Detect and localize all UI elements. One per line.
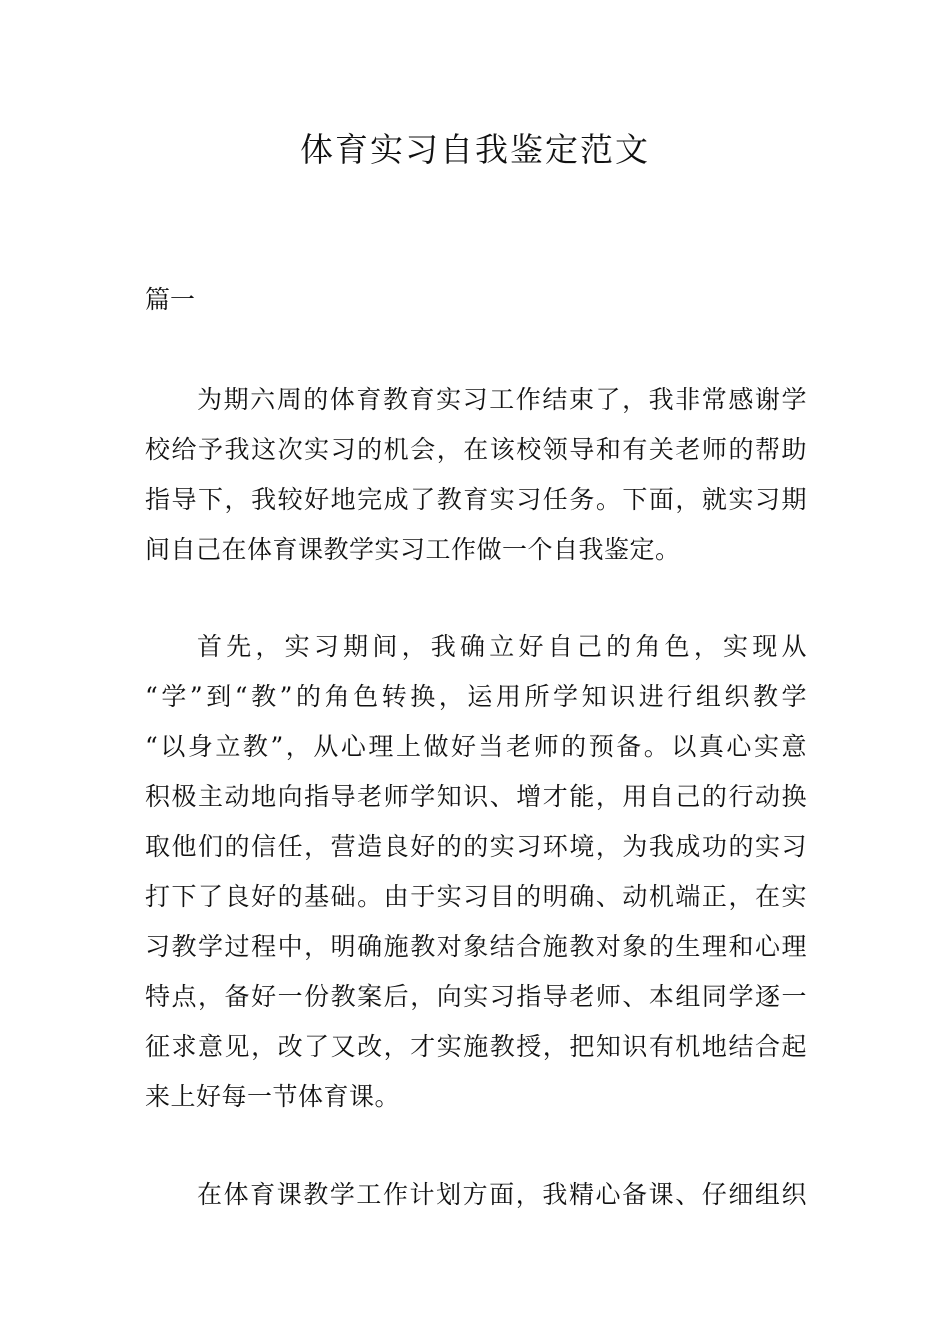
paragraph-line: “学”到“教”的角色转换，运用所学知识进行组织教学 [145, 682, 807, 711]
section-label: 篇一 [145, 285, 196, 314]
paragraph-3 [145, 1170, 807, 1220]
paragraph-line: 间自己在体育课教学实习工作做一个自我鉴定。 [145, 535, 681, 564]
paragraph-line: “以身立教”，从心理上做好当老师的预备。以真心实意 [145, 732, 807, 761]
paragraph-line: 首先，实习期间，我确立好自己的角色，实现从 [197, 632, 807, 661]
paragraph-line: 习教学过程中，明确施教对象结合施教对象的生理和心理 [145, 932, 807, 961]
paragraph-line: 征求意见，改了又改，才实施教授，把知识有机地结合起 [145, 1032, 807, 1061]
paragraph-line: 校给予我这次实习的机会，在该校领导和有关老师的帮助 [145, 435, 807, 464]
paragraph-line: 特点，备好一份教案后，向实习指导老师、本组同学逐一 [145, 982, 807, 1011]
paragraph-line: 取他们的信任，营造良好的的实习环境，为我成功的实习 [145, 832, 807, 861]
paragraph-line: 指导下，我较好地完成了教育实习任务。下面，就实习期 [145, 485, 807, 514]
paragraph-line: 为期六周的体育教育实习工作结束了，我非常感谢学 [197, 385, 807, 414]
document-title: 体育实习自我鉴定范文 [300, 130, 650, 169]
paragraph-line: 在体育课教学工作计划方面，我精心备课、仔细组织 [197, 1180, 807, 1209]
paragraph-2 [145, 622, 807, 1122]
paragraph-line: 来上好每一节体育课。 [145, 1082, 401, 1111]
paragraph-line: 打下了良好的基础。由于实习目的明确、动机端正，在实 [145, 882, 807, 911]
paragraph-line: 积极主动地向指导老师学知识、增才能，用自己的行动换 [145, 782, 807, 811]
paragraph-1 [145, 375, 807, 575]
